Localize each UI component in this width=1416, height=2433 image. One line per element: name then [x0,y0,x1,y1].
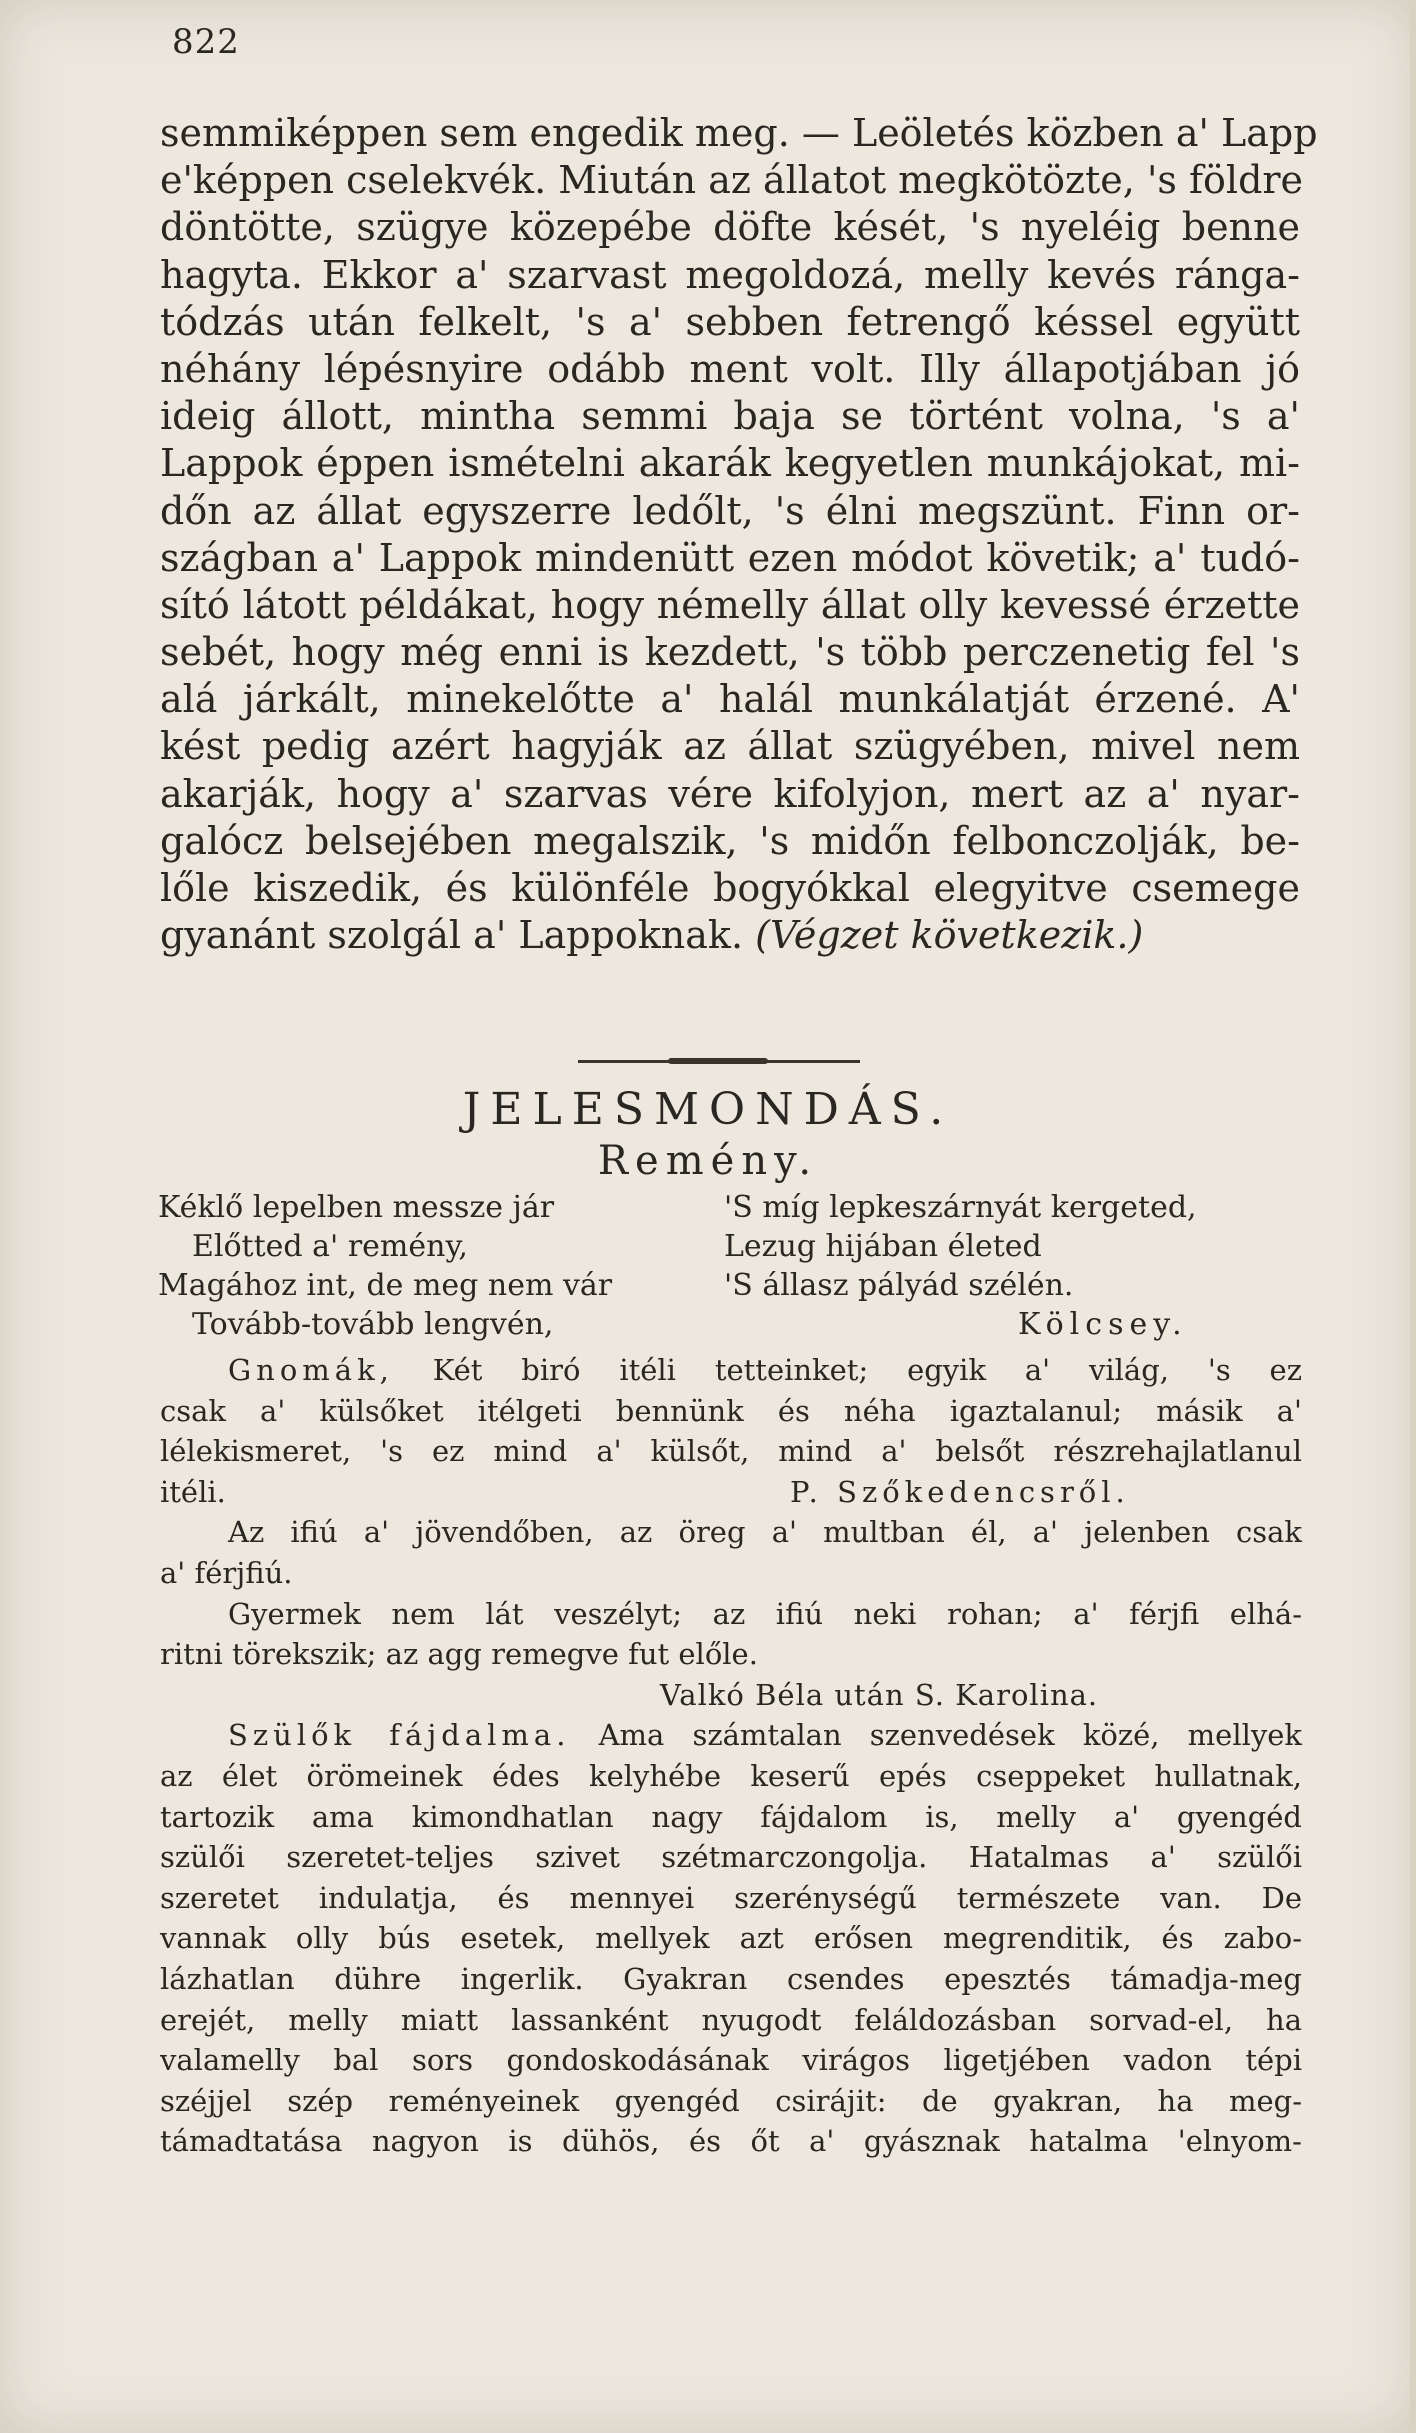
poem [158,1190,1318,1346]
gnomak-attribution: P. Szőkedencsről. [790,1474,1130,1509]
maxim-attribution: Valkó Béla után S. Karolina. [660,1677,1099,1712]
szulok-line: vannak olly bús esetek, mellyek azt erősen megrenditik, és zabo- [160,1921,1302,1956]
article-line-text: gyanánt szolgál a' Lappoknak. [160,913,744,958]
gnomak-line [160,1350,1302,1391]
szulok-line: támadtatása nagyon is dühös, és őt a' gyásznak hatalma 'elnyom- [160,2124,1302,2159]
article-line [160,912,1300,959]
poem-line-left: Előtted a' remény, [192,1229,468,1264]
article-line: tódzás után felkelt, 's a' sebben fetrengő késsel együtt [160,299,1300,344]
section-title: JELESMONDÁS. [462,1084,954,1135]
szulok-line [160,1715,1302,1756]
maxim-line: Az ifiú a' jövendőben, az öreg a' multban él, a' jelenben csak [228,1515,1302,1550]
poem-line-right: 'S míg lepkeszárnyát kergeted, [724,1190,1197,1225]
szulok-text: Ama számtalan szenvedések közé, mellyek [598,1718,1302,1753]
article-line: Lappok éppen ismételni akarák kegyetlen munkájokat, mi- [160,441,1300,486]
szulok-line: valamelly bal sors gondoskodásának virágos ligetjében vadon tépi [160,2043,1302,2078]
continued-note: (Végzet következik.) [755,913,1144,958]
gnomak-text: itéli. [160,1474,226,1509]
szulok-line: széjjel szép reményeinek gyengéd csirájit: de gyakran, ha meg- [160,2083,1302,2118]
article-line: semmiképpen sem engedik meg. — Leöletés közben a' Lapp [160,111,1318,155]
page-number: 822 [172,22,240,62]
maxim-line: a' férjfiú. [160,1555,293,1590]
article-line: hagyta. Ekkor a' szarvast megoldozá, melly kevés ránga- [160,252,1300,297]
article-line: ideig állott, mintha semmi baja se történt volna, 's a' [160,394,1300,439]
poem-line-right: Kölcsey. [1018,1307,1188,1342]
gnomak-line: lélekismeret, 's ez mind a' külsőt, mind a' belsőt részrehajlatlanul [160,1434,1302,1469]
poem-row [158,1229,1318,1268]
maxims-section [160,1350,1302,2162]
article-line: dőn az állat egyszerre ledőlt, 's élni megszünt. Finn or- [160,488,1300,533]
article-line: szágban a' Lappok mindenütt ezen módot követik; a' tudó- [160,535,1300,580]
poem-line-right: 'S állasz pályád szélén. [724,1268,1074,1303]
article-line: kést pedig azért hagyják az állat szügyében, mivel nem [160,724,1300,769]
gnomak-line [160,1472,1302,1513]
poem-title: Remény. [597,1138,819,1184]
maxim-line: Gyermek nem lát veszélyt; az ifiú neki rohan; a' férjfi elhá- [228,1596,1302,1631]
section-divider [578,1060,860,1063]
szulok-line: tartozik ama kimondhatlan nagy fájdalom is, melly a' gyengéd [160,1799,1302,1834]
article-line: alá járkált, minekelőtte a' halál munkálatját érzené. A' [160,677,1300,722]
article-text [160,110,1318,959]
poem-row [158,1268,1318,1307]
article-line: galócz belsejében megalszik, 's midőn felbonczolják, be- [160,818,1300,863]
poem-row [158,1307,1318,1346]
article-line: néhány lépésnyire odább ment volt. Illy állapotjában jó [160,346,1300,391]
maxim-line: ritni törekszik; az agg remegve fut előle. [160,1637,758,1672]
szulok-line: szülői szeretet-teljes szivet szétmarczongolja. Hatalmas a' szülői [160,1840,1302,1875]
gnomak-line: csak a' külsőket itélgeti bennünk és néha igaztalanul; másik a' [160,1393,1302,1428]
article-line: sebét, hogy még enni is kezdett, 's több perczenetig fel 's [160,630,1300,675]
szulok-label: Szülők fájdalma. [228,1718,571,1753]
gnomak-text: Két biró itéli tetteinket; egyik a' világ, 's ez [432,1353,1302,1387]
article-line: e'képpen cselekvék. Miután az állatot megkötözte, 's földre [160,158,1304,203]
gnomak-label: Gnomák, [228,1353,394,1387]
article-line: sító látott példákat, hogy némelly állat olly kevessé érzette [160,582,1300,627]
szulok-line: erejét, melly miatt lassanként nyugodt feláldozásban sorvad-el, ha [160,2002,1302,2037]
article-line: döntötte, szügye közepébe döfte kését, 's nyeléig benne [160,205,1300,250]
page-edge [1410,0,1416,2433]
poem-line-left: Tovább-tovább lengvén, [192,1307,554,1342]
poem-line-left: Kéklő lepelben messze jár [158,1190,555,1225]
poem-line-left: Magához int, de meg nem vár [158,1268,613,1303]
article-line: akarják, hogy a' szarvas vére kifolyjon, mert az a' nyar- [160,771,1300,816]
szulok-line: szeretet indulatja, és mennyei szerénységű természete van. De [160,1880,1302,1915]
article-line: lőle kiszedik, és különféle bogyókkal elegyitve csemege [160,866,1300,910]
szulok-line: lázhatlan dühre ingerlik. Gyakran csendes epesztés támadja-meg [160,1961,1302,1996]
poem-row [158,1190,1318,1229]
szulok-line: az élet örömeinek édes kelyhébe keserű epés cseppeket hullatnak, [160,1758,1302,1793]
poem-line-right: Lezug hijában életed [724,1229,1042,1264]
